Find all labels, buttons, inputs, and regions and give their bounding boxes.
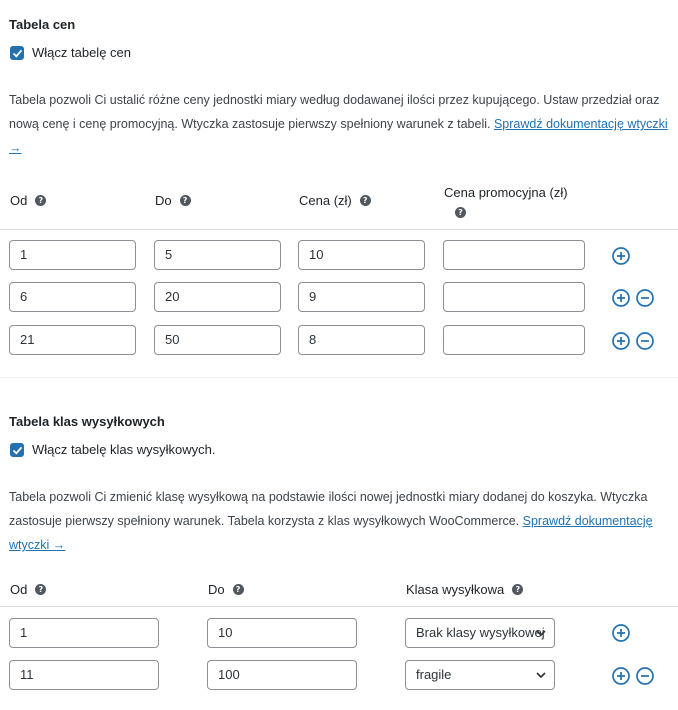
table-divider bbox=[0, 606, 678, 607]
shipping-table-title: Tabela klas wysyłkowych bbox=[9, 414, 165, 429]
shipping-class-value: Brak klasy wysyłkowej bbox=[416, 625, 545, 640]
checkmark-icon bbox=[12, 445, 23, 456]
shipping-table-description-text: Tabela pozwoli Ci zmienić klasę wysyłkową na podstawie ilości nowej jednostki miary dodanej do koszyka. Wtyczka zastosuje pierwszy spełniony warunek. Tabela korzysta z klas wysyłkowych WooCommerce. bbox=[9, 490, 648, 528]
help-icon[interactable]: ? bbox=[180, 195, 191, 206]
shipping-table-enable-label: Włącz tabelę klas wysyłkowych. bbox=[32, 442, 216, 457]
price-table-enable-label: Włącz tabelę cen bbox=[32, 45, 131, 60]
help-icon[interactable]: ? bbox=[512, 584, 523, 595]
from-input[interactable]: 6 bbox=[9, 282, 136, 312]
from-input[interactable]: 1 bbox=[9, 240, 136, 270]
section-divider bbox=[0, 377, 678, 378]
help-icon[interactable]: ? bbox=[360, 195, 371, 206]
help-icon[interactable]: ? bbox=[35, 584, 46, 595]
col-to-label: Do bbox=[208, 582, 225, 597]
shipping-table-checkbox[interactable] bbox=[10, 443, 24, 457]
plus-circle-icon[interactable] bbox=[612, 247, 630, 265]
price-table-checkbox[interactable] bbox=[10, 46, 24, 60]
to-input[interactable]: 20 bbox=[154, 282, 281, 312]
shipping-table-doc-link[interactable]: Sprawdź dokumentację wtyczki → bbox=[9, 514, 653, 552]
col-from-label: Od bbox=[10, 582, 28, 597]
col-price-label: Cena (zł) bbox=[299, 193, 352, 208]
col-to bbox=[155, 193, 191, 208]
shipping-class-select[interactable] bbox=[405, 660, 555, 690]
to-input[interactable]: 50 bbox=[154, 325, 281, 355]
price-table-title: Tabela cen bbox=[9, 17, 76, 32]
to-input[interactable]: 5 bbox=[154, 240, 281, 270]
plus-circle-icon[interactable] bbox=[612, 332, 630, 350]
price-input[interactable]: 8 bbox=[298, 325, 425, 355]
col-from-label: Od bbox=[10, 193, 28, 208]
shipping-table-description bbox=[9, 485, 669, 557]
col-to bbox=[208, 582, 244, 597]
from-input[interactable]: 1 bbox=[9, 618, 159, 648]
help-icon[interactable]: ? bbox=[455, 207, 466, 218]
shipping-class-select[interactable] bbox=[405, 618, 555, 648]
chevron-down-icon bbox=[536, 670, 546, 680]
table-divider bbox=[0, 229, 678, 230]
from-input[interactable]: 11 bbox=[9, 660, 159, 690]
col-price bbox=[299, 193, 371, 208]
help-icon[interactable]: ? bbox=[233, 584, 244, 595]
col-promo bbox=[444, 185, 568, 218]
to-input[interactable]: 10 bbox=[207, 618, 357, 648]
to-input[interactable]: 100 bbox=[207, 660, 357, 690]
price-input[interactable]: 9 bbox=[298, 282, 425, 312]
minus-circle-icon[interactable] bbox=[636, 332, 654, 350]
col-from bbox=[10, 193, 46, 208]
shipping-class-value: fragile bbox=[416, 667, 452, 682]
promo-price-input[interactable] bbox=[443, 240, 585, 270]
promo-price-input[interactable] bbox=[443, 282, 585, 312]
checkmark-icon bbox=[12, 48, 23, 59]
help-icon[interactable]: ? bbox=[35, 195, 46, 206]
from-input[interactable]: 21 bbox=[9, 325, 136, 355]
price-table-enable[interactable] bbox=[10, 45, 131, 60]
plus-circle-icon[interactable] bbox=[612, 289, 630, 307]
chevron-down-icon bbox=[536, 628, 546, 638]
col-from bbox=[10, 582, 46, 597]
plus-circle-icon[interactable] bbox=[612, 624, 630, 642]
price-table-doc-link[interactable]: Sprawdź dokumentację wtyczki → bbox=[9, 117, 668, 155]
plus-circle-icon[interactable] bbox=[612, 667, 630, 685]
price-input[interactable]: 10 bbox=[298, 240, 425, 270]
shipping-table-enable[interactable] bbox=[10, 442, 216, 457]
col-shipping-class-label: Klasa wysyłkowa bbox=[406, 582, 505, 597]
promo-price-input[interactable] bbox=[443, 325, 585, 355]
minus-circle-icon[interactable] bbox=[636, 667, 654, 685]
col-shipping-class bbox=[406, 582, 523, 597]
price-table-description-text: Tabela pozwoli Ci ustalić różne ceny jednostki miary według dodawanej ilości przez kupującego. Ustaw przedział oraz nową cenę i cenę promocyjną. Wtyczka zastosuje pierwszy spełniony warunek z tabeli. bbox=[9, 93, 660, 131]
col-to-label: Do bbox=[155, 193, 172, 208]
price-table-description bbox=[9, 88, 669, 160]
col-promo-label: Cena promocyjna (zł) bbox=[444, 185, 568, 200]
minus-circle-icon[interactable] bbox=[636, 289, 654, 307]
